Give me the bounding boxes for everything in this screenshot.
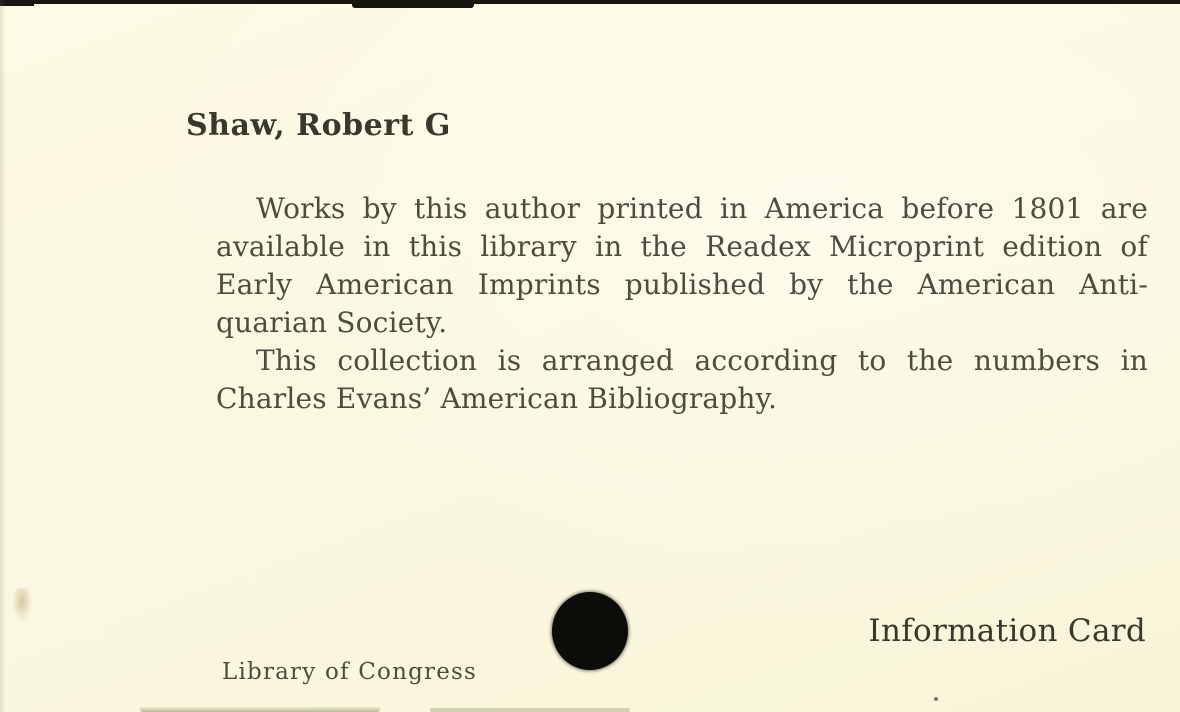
body-line: Charles Evans’ American Bibliography.	[216, 382, 778, 415]
card-body-text	[216, 190, 1148, 418]
left-edge-smudge	[12, 588, 32, 622]
body-line: available in this library in the Readex Microprint edition of	[216, 230, 1148, 263]
scan-top-edge	[0, 0, 1180, 4]
author-heading: Shaw, Robert G	[186, 108, 451, 143]
body-line: quarian Society.	[216, 306, 448, 339]
stray-ink-dot	[934, 697, 938, 701]
body-line: This collection is arranged according to the numbers in	[256, 344, 1148, 377]
body-line: Early American Imprints published by the American Anti-	[216, 268, 1148, 301]
bottom-edge-smudge	[430, 708, 630, 712]
bottom-edge-smudge	[140, 706, 380, 712]
body-line: Works by this author printed in America before 1801 are	[256, 192, 1148, 225]
punch-hole	[552, 592, 628, 670]
card-type-label: Information Card	[868, 613, 1146, 649]
institution-label: Library of Congress	[222, 659, 478, 685]
scan-left-edge-shading	[0, 0, 6, 712]
scan-top-edge-thick-segment	[352, 0, 474, 8]
